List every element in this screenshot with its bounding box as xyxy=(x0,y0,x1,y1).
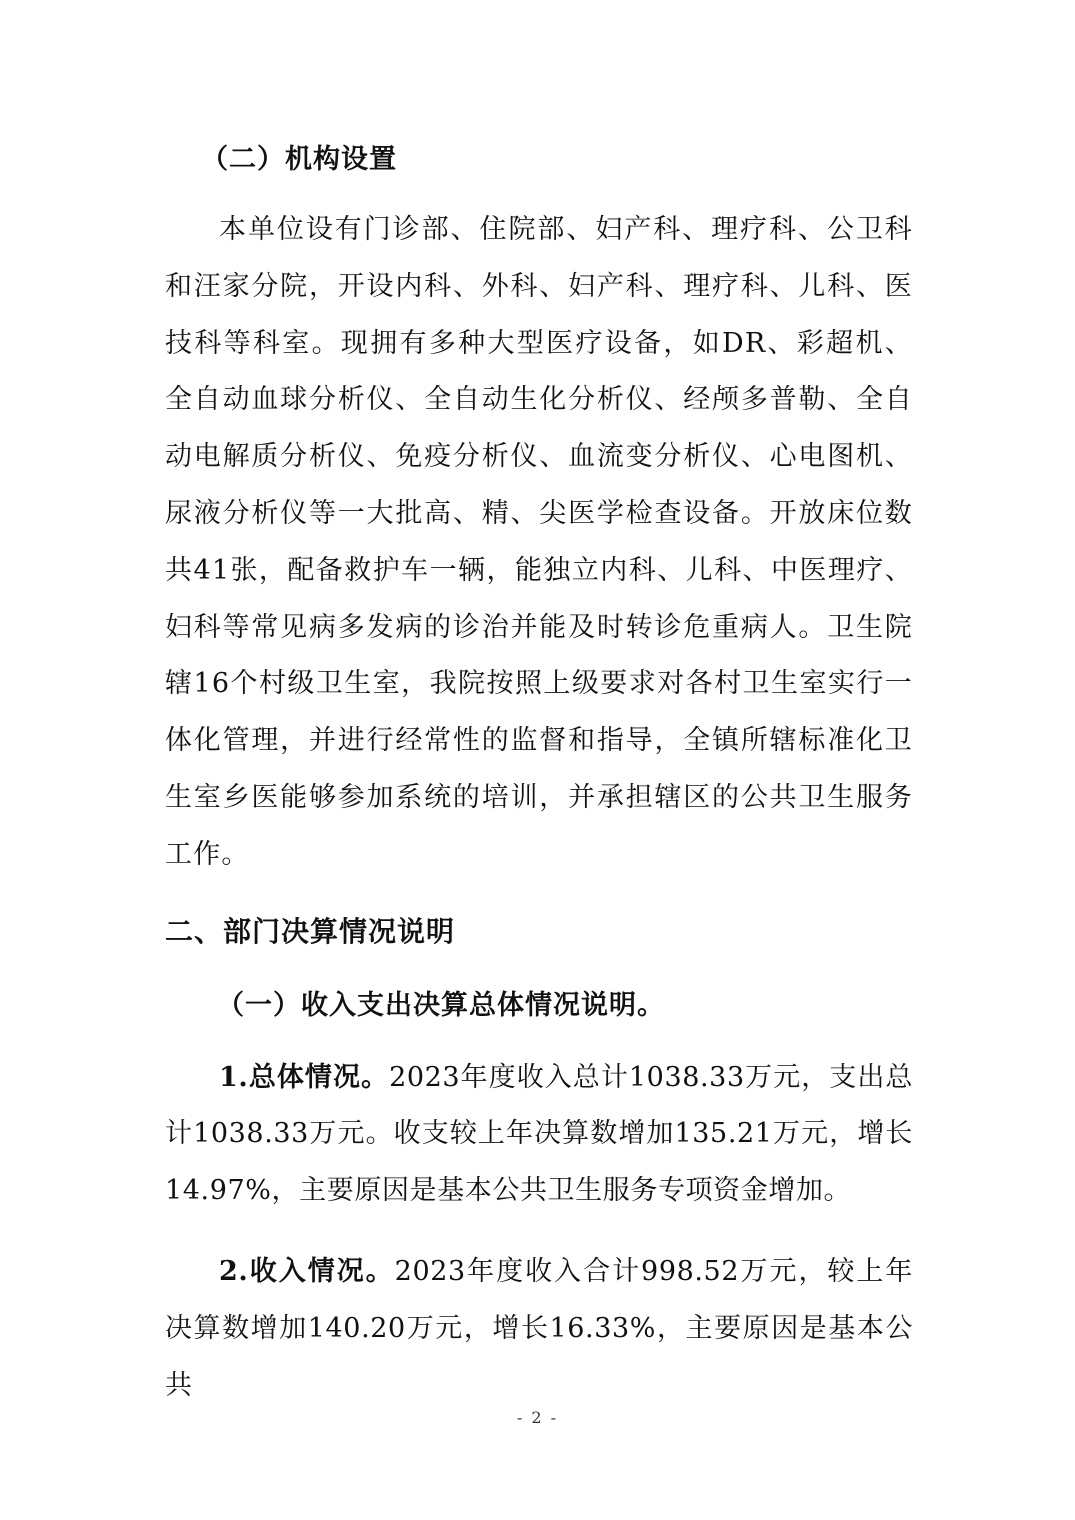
income-paragraph xyxy=(165,1244,913,1414)
section-heading-budget: 二、部门决算情况说明 xyxy=(165,914,456,948)
page-number: - 2 - xyxy=(516,1408,559,1427)
income-text: 2023年度收入合计998.52万元，较上年决算数增加140.20万元，增长16.33%，主要原因是基本公共 xyxy=(165,1255,913,1401)
income-lead: 2.收入情况。 xyxy=(219,1255,395,1287)
subsection-heading-overall: （一）收入支出决算总体情况说明。 xyxy=(217,989,665,1021)
page-content xyxy=(165,138,913,1414)
overall-paragraph xyxy=(165,1050,913,1220)
overall-text: 2023年度收入总计1038.33万元，支出总计1038.33万元。收支较上年决算数增加135.21万元，增长14.97%，主要原因是基本公共卫生服务专项资金增加。 xyxy=(165,1061,913,1207)
section-heading-org: （二）机构设置 xyxy=(201,144,397,175)
org-paragraph: 本单位设有门诊部、住院部、妇产科、理疗科、公卫科和汪家分院，开设内科、外科、妇产科、理疗科、儿科、医技科等科室。现拥有多种大型医疗设备，如DR、彩超机、全自动血球分析仪、全自动生化分析仪、经颅多普勒、全自动电解质分析仪、免疫分析仪、血流变分析仪、心电图机、尿液分析仪等一大批高、精、尖医学检查设备。开放床位数共41张，配备救护车一辆，能独立内科、儿科、中医理疗、妇科等常见病多发病的诊治并能及时转诊危重病人。卫生院辖16个村级卫生室，我院按照上级要求对各村卫生室实行一体化管理，并进行经常性的监督和指导，全镇所辖标准化卫生室乡医能够参加系统的培训，并承担辖区的公共卫生服务工作。 xyxy=(165,214,913,870)
overall-lead: 1.总体情况。 xyxy=(219,1061,390,1093)
